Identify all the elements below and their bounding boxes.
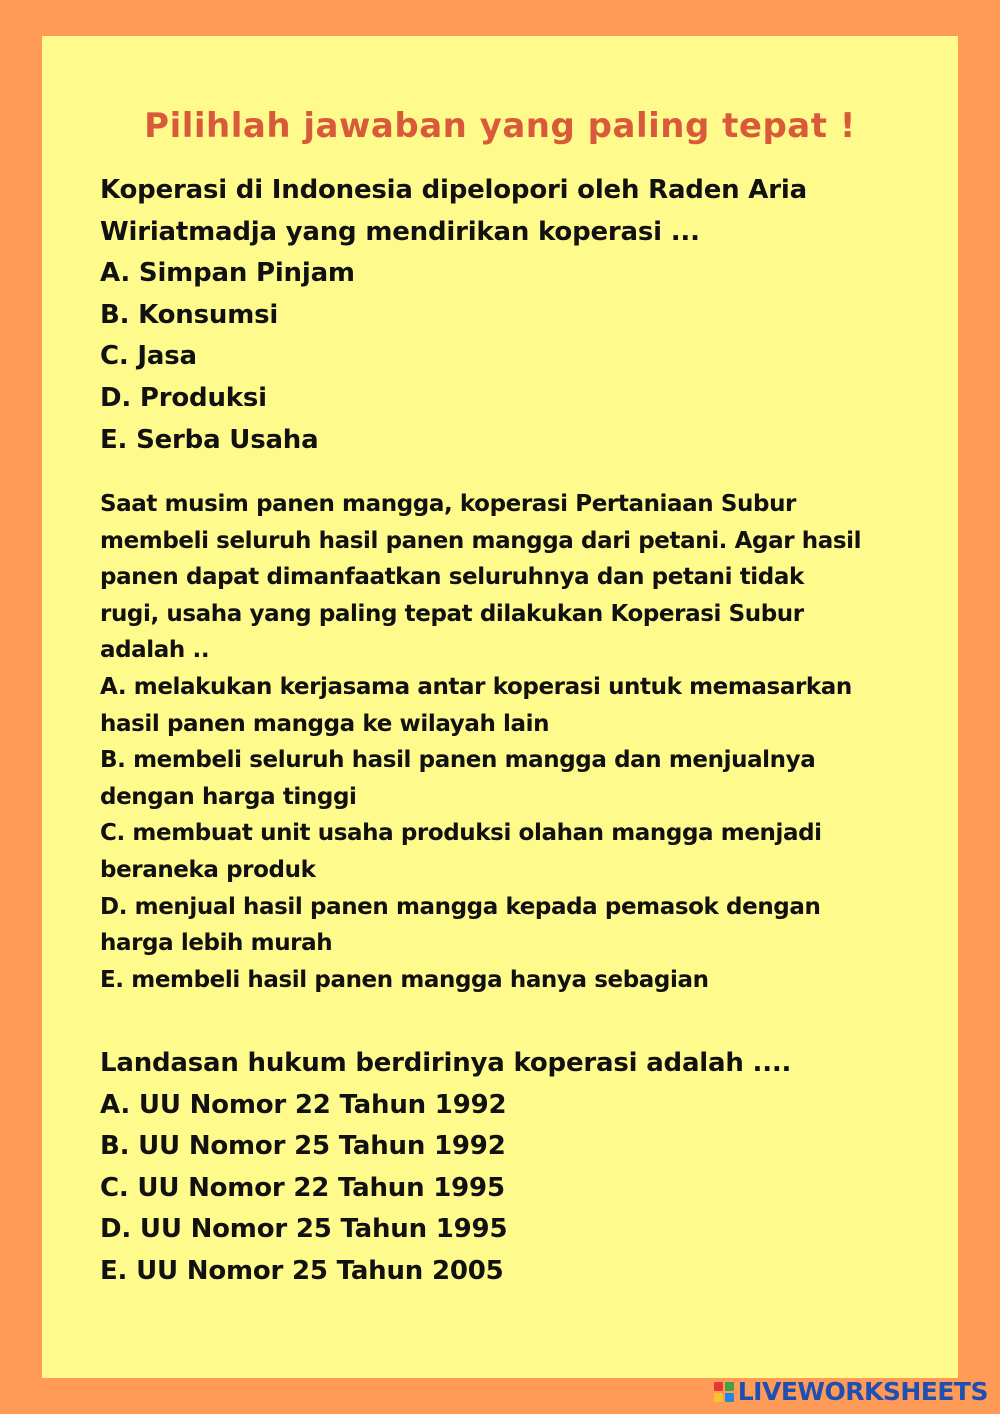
question-3-option-a[interactable]: A. UU Nomor 22 Tahun 1992 bbox=[100, 1089, 507, 1120]
option-line: C. membuat unit usaha produksi olahan mangga menjadi bbox=[100, 820, 822, 847]
question-2-line: Saat musim panen mangga, koperasi Pertaniaan Subur bbox=[100, 491, 796, 517]
question-3 bbox=[100, 1043, 960, 1292]
question-2-option-d[interactable] bbox=[100, 889, 960, 962]
logo-square bbox=[714, 1393, 723, 1402]
liveworksheets-logo-icon bbox=[714, 1382, 734, 1402]
question-1-option-d[interactable]: D. Produksi bbox=[100, 382, 267, 413]
option-line: A. melakukan kerjasama antar koperasi untuk memasarkan bbox=[100, 673, 852, 700]
question-2-line: panen dapat dimanfaatkan seluruhnya dan petani tidak bbox=[100, 564, 804, 591]
question-2-option-a[interactable] bbox=[100, 669, 960, 742]
question-1-line: Wiriatmadja yang mendirikan koperasi ... bbox=[100, 216, 700, 247]
question-3-option-e[interactable]: E. UU Nomor 25 Tahun 2005 bbox=[100, 1255, 504, 1286]
option-line: D. menjual hasil panen mangga kepada pemasok dengan bbox=[100, 893, 821, 920]
logo-square bbox=[725, 1393, 734, 1402]
question-2-option-e[interactable] bbox=[100, 962, 960, 999]
option-line: dengan harga tinggi bbox=[100, 783, 357, 810]
question-3-option-d[interactable]: D. UU Nomor 25 Tahun 1995 bbox=[100, 1214, 508, 1244]
option-line: beraneka produk bbox=[100, 856, 316, 883]
question-1-option-e[interactable]: E. Serba Usaha bbox=[100, 424, 319, 455]
logo-square bbox=[714, 1382, 723, 1391]
question-2-line: membeli seluruh hasil panen mangga dari petani. Agar hasil bbox=[100, 527, 862, 554]
question-2-line: adalah .. bbox=[100, 637, 210, 664]
question-1-option-a[interactable]: A. Simpan Pinjam bbox=[100, 258, 355, 289]
question-3-option-c[interactable]: C. UU Nomor 22 Tahun 1995 bbox=[100, 1172, 505, 1203]
option-line: harga lebih murah bbox=[100, 930, 333, 957]
question-1 bbox=[100, 170, 960, 461]
logo-square bbox=[725, 1382, 734, 1391]
option-line: E. membeli hasil panen mangga hanya sebagian bbox=[100, 966, 709, 993]
question-1-option-b[interactable]: B. Konsumsi bbox=[100, 299, 279, 330]
question-2-option-c[interactable] bbox=[100, 815, 960, 888]
question-3-line: Landasan hukum berdirinya koperasi adalah .... bbox=[100, 1048, 792, 1078]
question-1-line: Koperasi di Indonesia dipelopori oleh Raden Aria bbox=[100, 175, 807, 205]
option-line: B. membeli seluruh hasil panen mangga dan menjualnya bbox=[100, 747, 816, 774]
brand-text: LIVEWORKSHEETS bbox=[737, 1377, 988, 1406]
option-line: hasil panen mangga ke wilayah lain bbox=[100, 710, 550, 737]
question-3-option-b[interactable]: B. UU Nomor 25 Tahun 1992 bbox=[100, 1131, 506, 1161]
question-2-option-b[interactable] bbox=[100, 742, 960, 815]
question-1-option-c[interactable]: C. Jasa bbox=[100, 341, 197, 372]
question-2 bbox=[100, 486, 960, 998]
worksheet-title: Pilihlah jawaban yang paling tepat ! bbox=[144, 106, 856, 146]
question-2-line: rugi, usaha yang paling tepat dilakukan Koperasi Subur bbox=[100, 600, 804, 627]
liveworksheets-brand[interactable] bbox=[714, 1377, 988, 1406]
